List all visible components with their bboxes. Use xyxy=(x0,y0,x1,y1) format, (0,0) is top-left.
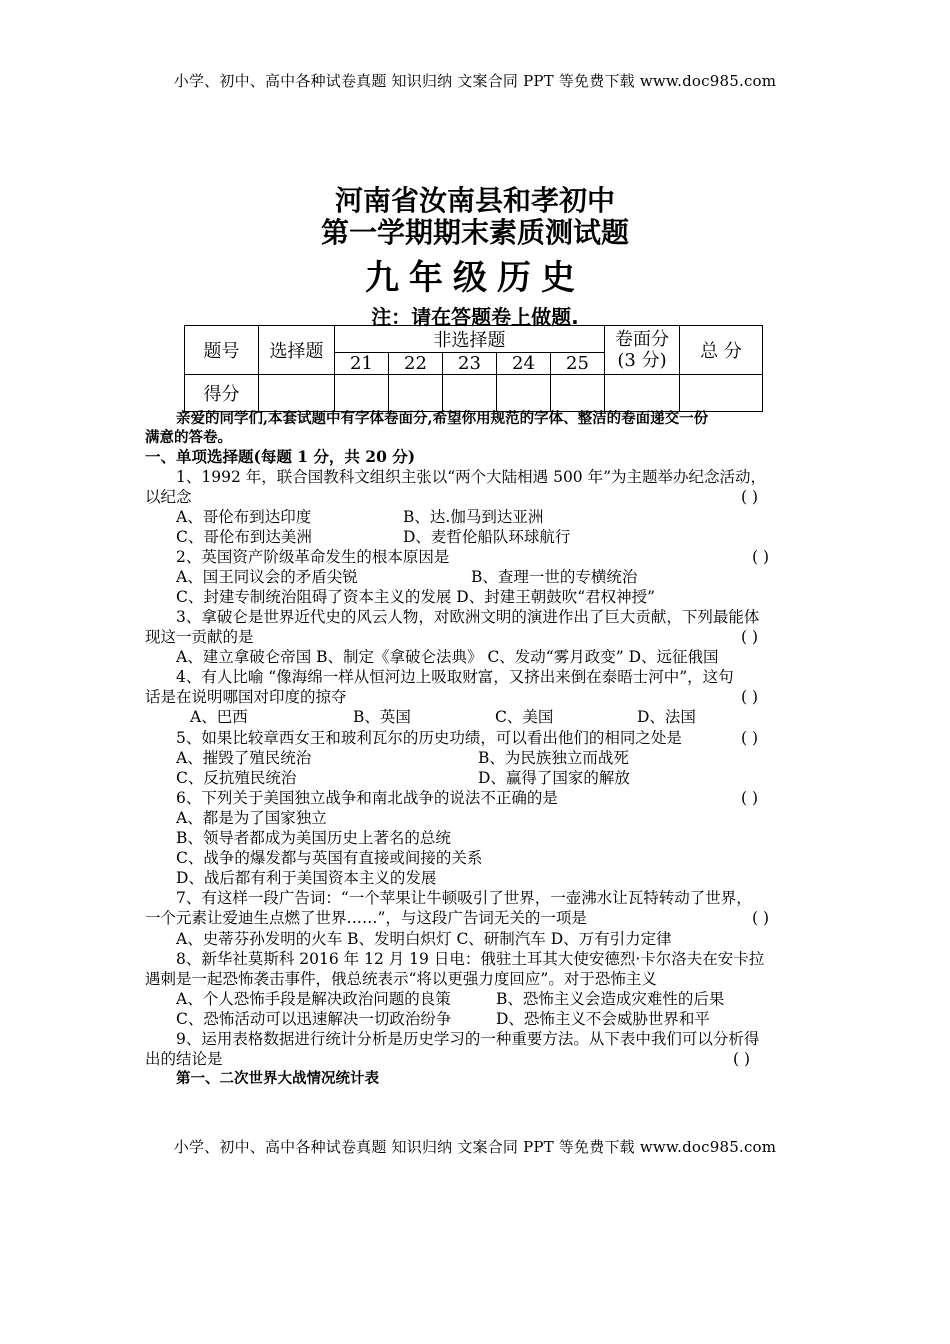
header-nonchoice: 非选择题 xyxy=(335,326,605,353)
q5-option-b: B、为民族独立而战死 xyxy=(478,749,629,767)
header-paper-score xyxy=(605,326,680,375)
q5-stem: 5、如果比较章西女王和玻利瓦尔的历史功绩，可以看出他们的相同之处是 xyxy=(176,729,682,747)
q8-option-d: D、恐怖主义不会威胁世界和平 xyxy=(496,1010,710,1028)
q5-option-c: C、反抗殖民统治 xyxy=(176,769,297,787)
q8-option-c: C、恐怖活动可以迅速解决一切政治纷争 xyxy=(176,1010,452,1028)
col-22: 22 xyxy=(389,353,443,375)
q4-stem-1: 4、有人比喻 “像海绵一样从恒河边上吸取财富，又挤出来倒在泰晤士河中”，这句 xyxy=(176,668,734,686)
q3-answer-blank: ( ) xyxy=(741,628,759,646)
q5-answer-blank: ( ) xyxy=(741,729,759,747)
exam-title: 第一学期期末素质测试题 xyxy=(320,216,629,249)
intro-line-1: 亲爱的同学们,本套试题中有字体卷面分,希望你用规范的字体、整洁的卷面递交一份 xyxy=(176,410,709,427)
q4-option-b: B、英国 xyxy=(353,708,411,726)
header-choice: 选择题 xyxy=(259,326,335,375)
score-cell-22[interactable] xyxy=(389,375,443,412)
q1-option-d: D、麦哲伦船队环球航行 xyxy=(403,528,571,546)
score-row-label: 得分 xyxy=(185,375,259,412)
q7-answer-blank: ( ) xyxy=(752,909,770,927)
q1-option-b: B、达.伽马到达亚洲 xyxy=(403,508,544,526)
score-cell-total[interactable] xyxy=(680,375,763,412)
q5-option-d: D、赢得了国家的解放 xyxy=(478,769,630,787)
q1-stem-1: 1、1992 年，联合国教科文组织主张以“两个大陆相遇 500 年”为主题举办纪念活动， xyxy=(176,468,767,486)
page-footer: 小学、初中、高中各种试卷真题 知识归纳 文案合同 PPT 等免费下载 www.doc985.com xyxy=(173,1138,777,1156)
exam-note: 注：请在答题卷上做题. xyxy=(371,305,579,329)
paper-score-points: (3 分) xyxy=(617,350,667,371)
q3-stem-1: 3、拿破仑是世界近代史的风云人物，对欧洲文明的演进作出了巨大贡献，下列最能体 xyxy=(176,608,760,626)
score-table xyxy=(184,325,763,412)
q6-stem: 6、下列关于美国独立战争和南北战争的说法不正确的是 xyxy=(176,789,558,807)
q1-answer-blank: ( ) xyxy=(741,488,759,506)
score-cell-25[interactable] xyxy=(551,375,605,412)
q1-option-a: A、哥伦布到达印度 xyxy=(176,508,312,526)
q2-stem: 2、英国资产阶级革命发生的根本原因是 xyxy=(176,548,450,566)
school-title: 河南省汝南县和孝初中 xyxy=(334,184,615,217)
score-cell-paper[interactable] xyxy=(605,375,680,412)
q3-stem-2: 现这一贡献的是 xyxy=(145,628,254,646)
score-cell-choice[interactable] xyxy=(259,375,335,412)
q8-option-b: B、恐怖主义会造成灾难性的后果 xyxy=(496,990,725,1008)
score-cell-24[interactable] xyxy=(497,375,551,412)
q6-option-a: A、都是为了国家独立 xyxy=(176,809,327,827)
q6-option-b: B、领导者都成为美国历史上著名的总统 xyxy=(176,829,451,847)
q9-stem-1: 9、运用表格数据进行统计分析是历史学习的一种重要方法。从下表中我们可以分析得 xyxy=(176,1030,760,1048)
q7-stem-1: 7、有这样一段广告词：“一个苹果让牛顿吸引了世界，一壶沸水让瓦特转动了世界， xyxy=(176,889,752,907)
q7-options: A、史蒂芬孙发明的火车 B、发明白炽灯 C、研制汽车 D、万有引力定律 xyxy=(176,930,672,948)
q4-stem-2: 话是在说明哪国对印度的掠夺 xyxy=(145,688,347,706)
subject-title: 九年级历史 xyxy=(365,258,585,298)
page-header: 小学、初中、高中各种试卷真题 知识归纳 文案合同 PPT 等免费下载 www.doc985.com xyxy=(173,72,777,90)
paper-score-label: 卷面分 xyxy=(615,329,669,350)
q5-option-a: A、摧毁了殖民统治 xyxy=(176,749,312,767)
q3-options: A、建立拿破仑帝国 B、制定《拿破仑法典》 C、发动“雾月政变” D、远征俄国 xyxy=(176,648,719,666)
q8-stem-1: 8、新华社莫斯科 2016 年 12 月 19 日电：俄驻土耳其大使安德烈·卡尔洛夫在安卡拉 xyxy=(176,950,765,968)
col-24: 24 xyxy=(497,353,551,375)
col-21: 21 xyxy=(335,353,389,375)
q2-option-cd: C、封建专制统治阻碍了资本主义的发展 D、封建王朝鼓吹“君权神授” xyxy=(176,588,656,606)
header-question-number: 题号 xyxy=(185,326,259,375)
q4-answer-blank: ( ) xyxy=(741,688,759,706)
q2-answer-blank: ( ) xyxy=(752,548,770,566)
header-total: 总 分 xyxy=(680,326,763,375)
ww-stats-table-title: 第一、二次世界大战情况统计表 xyxy=(176,1070,379,1087)
col-25: 25 xyxy=(551,353,605,375)
q2-option-a: A、国王同议会的矛盾尖锐 xyxy=(176,568,358,586)
q4-option-c: C、美国 xyxy=(495,708,554,726)
col-23: 23 xyxy=(443,353,497,375)
q9-stem-2: 出的结论是 xyxy=(145,1050,223,1068)
score-cell-23[interactable] xyxy=(443,375,497,412)
q6-option-c: C、战争的爆发都与英国有直接或间接的关系 xyxy=(176,849,483,867)
q1-stem-2: 以纪念 xyxy=(145,488,192,506)
q9-answer-blank: ( ) xyxy=(733,1050,751,1068)
intro-line-2: 满意的答卷。 xyxy=(145,429,232,446)
q8-stem-2: 遇刺是一起恐怖袭击事件，俄总统表示“将以更强力度回应”。对于恐怖主义 xyxy=(145,970,657,988)
q6-option-d: D、战后都有利于美国资本主义的发展 xyxy=(176,869,437,887)
q8-option-a: A、个人恐怖手段是解决政治问题的良策 xyxy=(176,990,451,1008)
q4-option-d: D、法国 xyxy=(637,708,696,726)
q4-option-a: A、巴西 xyxy=(190,708,248,726)
q1-option-c: C、哥伦布到达美洲 xyxy=(176,528,312,546)
q6-answer-blank: ( ) xyxy=(741,789,759,807)
q7-stem-2: 一个元素让爱迪生点燃了世界……”，与这段广告词无关的一项是 xyxy=(145,909,587,927)
score-cell-21[interactable] xyxy=(335,375,389,412)
q2-option-b: B、查理一世的专横统治 xyxy=(471,568,638,586)
section-1-heading: 一、单项选择题(每题 1 分，共 20 分) xyxy=(145,447,416,466)
